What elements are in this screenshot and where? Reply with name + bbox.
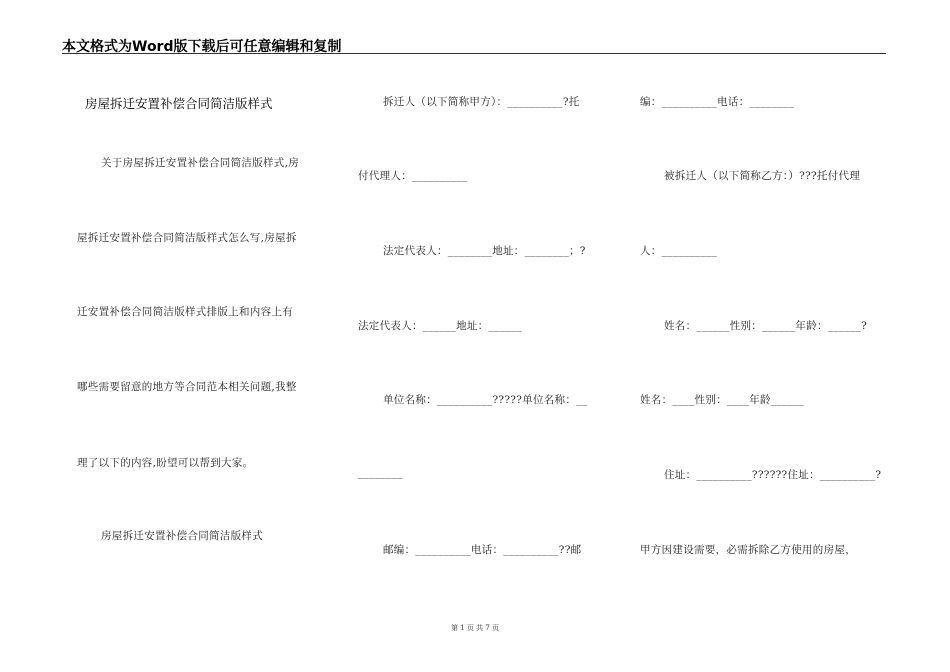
document-header: 本文格式为Word版下载后可任意编辑和复制 (62, 39, 342, 55)
left-paragraph-line: 屋拆迁安置补偿合同简洁版样式怎么写,房屋拆 (77, 232, 297, 244)
middle-text-line: 法定代表人：________地址：________；? (383, 245, 586, 257)
left-paragraph-line: 迁安置补偿合同简洁版样式排版上和内容上有 (77, 306, 293, 318)
middle-text-line: 邮编：__________电话：__________??邮 (383, 544, 582, 556)
left-paragraph-line: 关于房屋拆迁安置补偿合同简洁版样式,房 (101, 157, 300, 169)
right-text-line: 人：__________ (640, 245, 718, 257)
middle-text-line: ________ (358, 467, 403, 479)
middle-text-line: 单位名称：__________?????单位名称：__ (383, 394, 588, 406)
middle-text-line: 法定代表人：______地址：______ (358, 320, 522, 332)
document-title: 房屋拆迁安置补偿合同简洁版样式 (85, 96, 273, 111)
left-paragraph-line: 理了以下的内容,盼望可以帮到大家。 (77, 457, 254, 469)
middle-text-line: 拆迁人（以下简称甲方）：__________?托 (383, 96, 580, 108)
header-divider (62, 53, 886, 54)
right-text-line: 住址：__________??????住址：__________? (664, 469, 882, 481)
right-text-line: 被拆迁人（以下简称乙方：）???托付代理 (664, 170, 861, 182)
right-text-line: 姓名：______性别：______年龄：______? (664, 320, 868, 332)
middle-text-line: 付代理人：__________ (358, 170, 468, 182)
right-text-line: 甲方因建设需要，必需拆除乙方使用的房屋， (640, 544, 856, 556)
left-paragraph-line: 哪些需要留意的地方等合同范本相关问题,我整 (77, 381, 297, 393)
left-subtitle: 房屋拆迁安置补偿合同简洁版样式 (101, 530, 263, 542)
right-text-line: 姓名：____性别：____年龄______ (640, 394, 805, 406)
right-text-line: 编：__________电话：________ (640, 96, 794, 108)
page-number: 第 1 页 共 7 页 (450, 624, 500, 632)
